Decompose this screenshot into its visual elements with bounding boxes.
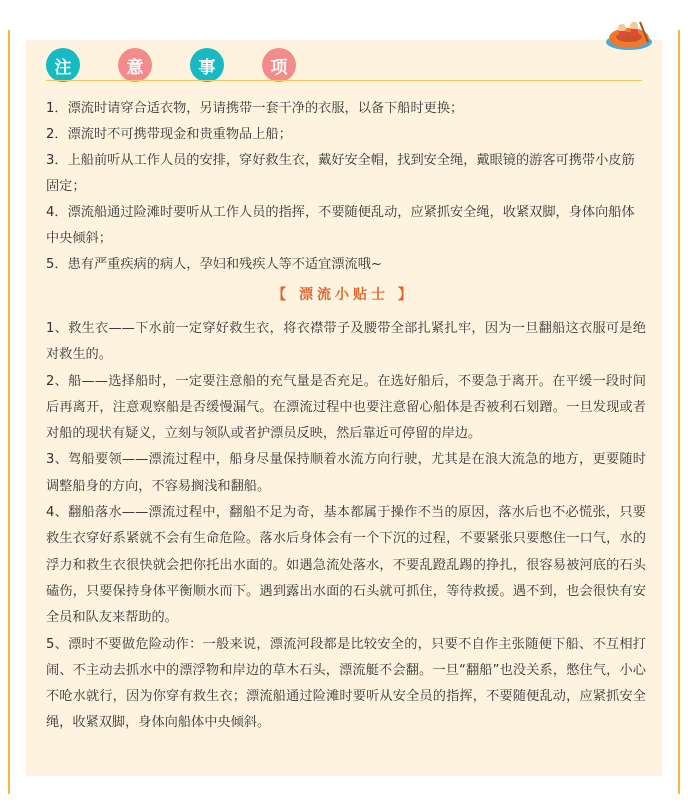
title-char-3: 事 <box>190 48 224 82</box>
title-divider <box>46 80 642 81</box>
tip-item: 1、救生衣——下水前一定穿好救生衣，将衣襟带子及腰带全部扎紧扎牢，因为一旦翻船这衣服可是绝对救生的。 <box>46 321 646 363</box>
notes-list <box>46 96 646 278</box>
frame-left-line <box>8 30 10 794</box>
tips-heading: 【 漂流小贴士 】 <box>272 287 416 303</box>
tip-item: 4、翻船落水——漂流过程中，翻船不足为奇，基本都属于操作不当的原因，落水后也不必慌张，只要救生衣穿好系紧就不会有生命危险。落水后身体会有一个下沉的过程，不要紧张只要憋住一口气，水的浮力和救生衣很快就会把你托出水面的。如遇急流处落水，不要乱蹬乱踢的挣扎，很容易被河底的石头磕伤，只要保持身体平衡顺水而下。遇到露出水面的石头就可抓住，等待救援。遇不到，也会很快有安全员和队友来帮助的。 <box>46 505 646 626</box>
tip-item: 5、漂时不要做危险动作：一般来说，漂流河段都是比较安全的，只要不自作主张随便下船、不互相打闹、不主动去抓水中的漂浮物和岸边的草木石头，漂流艇不会翻。一旦“翻船”也没关系，憋住气，小心不呛水就行，因为你穿有救生衣；漂流船通过险滩时要听从安全员的指挥，不要随便乱动，应紧抓安全绳，收紧双脚，身体向船体中央倾斜。 <box>46 636 646 731</box>
notice-card <box>26 40 662 776</box>
tips-list <box>46 316 646 737</box>
title-char-4: 项 <box>262 48 296 82</box>
tip-item: 3、驾船要领——漂流过程中，船身尽量保持顺着水流方向行驶，尤其是在浪大流急的地方，更要随时调整船身的方向，不容易搁浅和翻船。 <box>46 452 646 494</box>
note-item: 3．上船前听从工作人员的安排，穿好救生衣，戴好安全帽，找到安全绳，戴眼镜的游客可携带小皮筋固定； <box>46 153 635 194</box>
note-item: 2．漂流时不可携带现金和贵重物品上船； <box>46 127 292 142</box>
rafting-boat-icon <box>604 12 654 54</box>
note-item: 1．漂流时请穿合适衣物，另请携带一套干净的衣服，以备下船时更换； <box>46 101 464 116</box>
title-char-2: 意 <box>118 48 152 82</box>
note-item: 5．患有严重疾病的病人，孕妇和残疾人等不适宜漂流哦~ <box>46 257 382 272</box>
frame-right-line <box>678 30 680 794</box>
note-item: 4．漂流船通过险滩时要听从工作人员的指挥，不要随便乱动，应紧抓安全绳，收紧双脚，身体向船体中央倾斜； <box>46 205 635 246</box>
tip-item: 2、船——选择船时，一定要注意船的充气量是否充足。在选好船后，不要急于离开。在平缓一段时间后再离开，注意观察船是否缓慢漏气。在漂流过程中也要注意留心船体是否被利石划蹭。一旦发现或者对船的现状有疑义，立刻与领队或者护漂员反映，然后靠近可停留的岸边。 <box>46 373 646 442</box>
title-char-1: 注 <box>46 48 80 82</box>
